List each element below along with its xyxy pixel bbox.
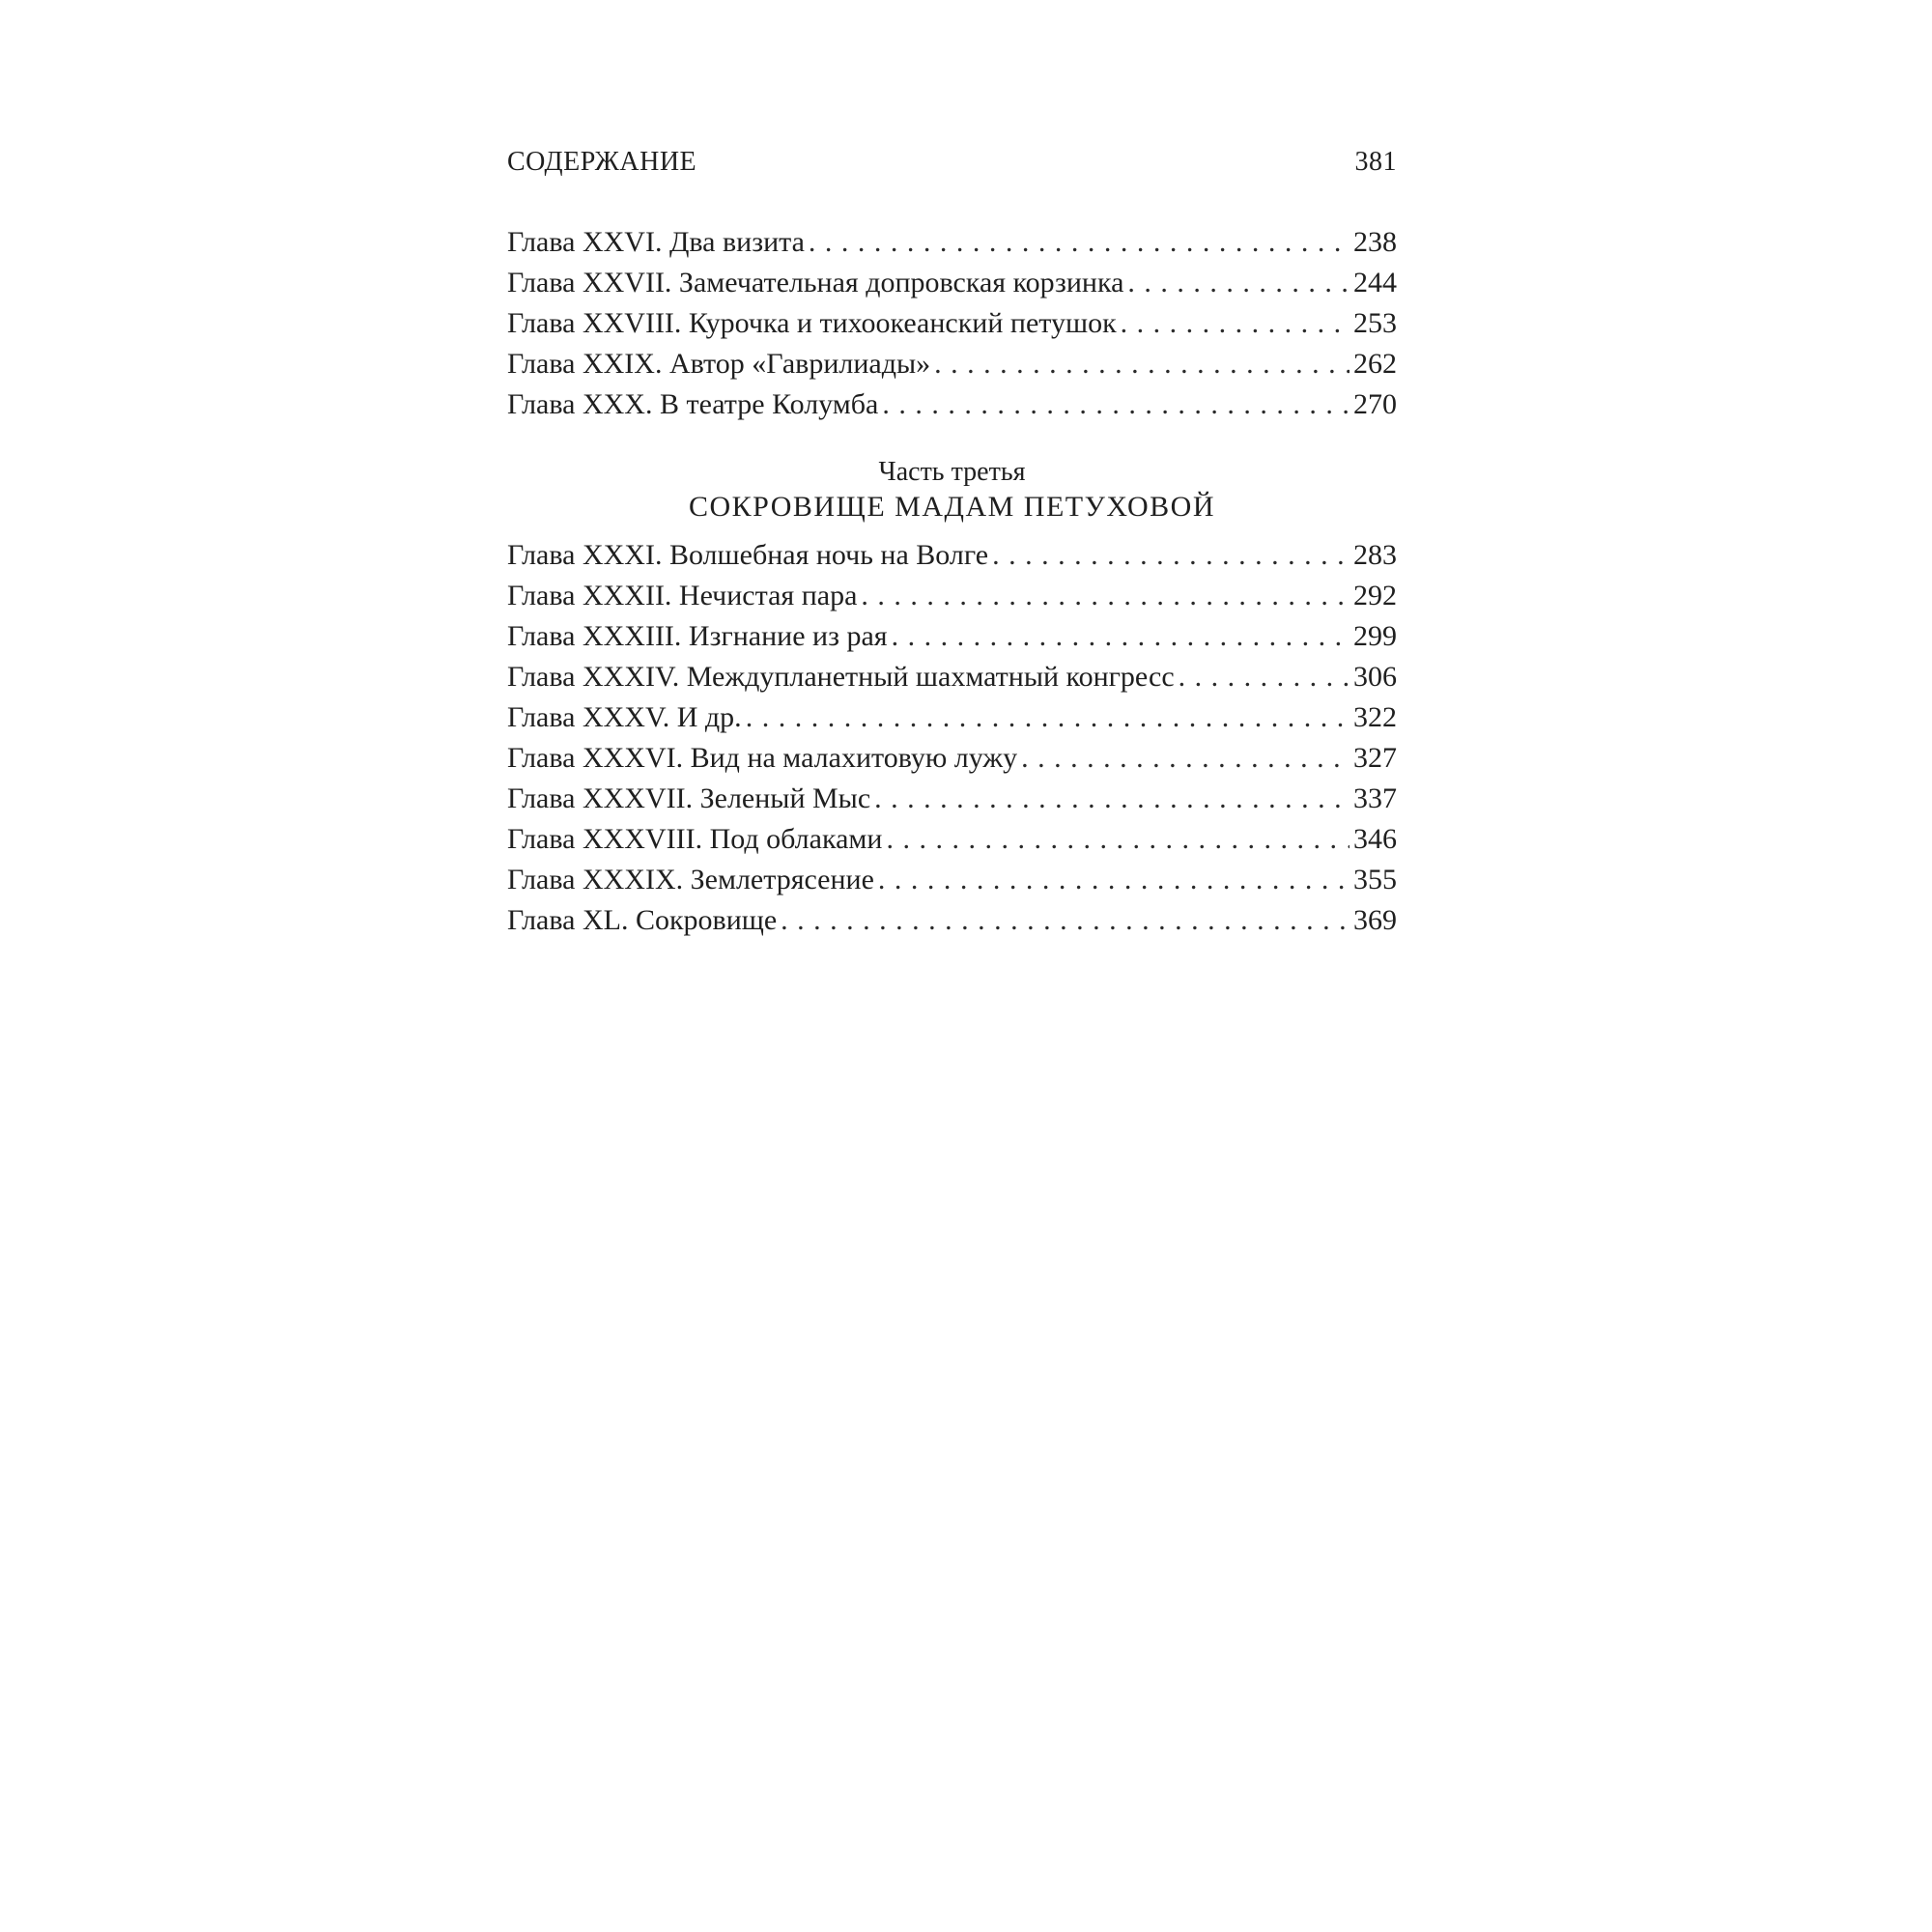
toc-entry-page: 306 [1353,661,1397,693]
toc-leader-dots [1121,303,1350,344]
toc-entry-page: 369 [1353,904,1397,936]
toc-entry [507,860,1397,900]
toc-leader-dots [892,616,1350,657]
toc-entry-label: Глава XXXVIII. Под облаками [507,823,883,855]
toc-leader-dots [882,384,1350,425]
toc-entry-label: Глава XXXV. И др. [507,701,742,733]
toc-entry-page: 238 [1353,226,1397,258]
toc-part-three [507,535,1397,941]
page-number: 381 [1354,147,1397,177]
toc-leader-dots [809,222,1350,263]
part-label: Часть третья [878,457,1026,487]
toc-entry-page: 253 [1353,307,1397,339]
toc-entry-page: 244 [1353,267,1397,298]
toc-entry-page: 355 [1353,864,1397,895]
toc-entry [507,384,1397,425]
part-heading [507,456,1397,526]
book-page [507,143,1397,941]
toc-entry [507,344,1397,384]
toc-entry-label: Глава XXIX. Автор «Гаврилиады» [507,348,931,380]
toc-entry [507,616,1397,657]
toc-leader-dots [874,779,1350,819]
toc-leader-dots [1127,263,1350,303]
toc-entry-label: Глава XXXII. Нечистая пара [507,580,858,611]
toc-entry-label: Глава XXX. В театре Колумба [507,388,879,420]
toc-part-two [507,222,1397,425]
toc-entry-label: Глава XXVI. Два визита [507,226,805,258]
toc-entry-page: 299 [1353,620,1397,652]
toc-leader-dots [746,697,1350,738]
toc-entry [507,738,1397,779]
toc-leader-dots [992,535,1350,576]
toc-leader-dots [1021,738,1350,779]
toc-leader-dots [878,860,1350,900]
toc-entry-label: Глава XXVIII. Курочка и тихоокеанский петушок [507,307,1117,339]
toc-entry-label: Глава XXXIV. Междупланетный шахматный конгресс [507,661,1175,693]
toc-entry [507,303,1397,344]
toc-entry-label: Глава XXXIII. Изгнание из рая [507,620,888,652]
toc-entry [507,819,1397,860]
toc-entry-page: 262 [1353,348,1397,380]
part-title: СОКРОВИЩЕ МАДАМ ПЕТУХОВОЙ [688,491,1215,523]
running-head [507,143,1397,182]
toc-entry [507,263,1397,303]
toc-leader-dots [781,900,1350,941]
toc-entry-label: Глава XXXVII. Зеленый Мыс [507,782,871,814]
toc-entry [507,779,1397,819]
running-head-title: СОДЕРЖАНИЕ [507,147,697,177]
toc-leader-dots [934,344,1350,384]
toc-entry [507,535,1397,576]
toc-entry-label: Глава XL. Сокровище [507,904,778,936]
toc-leader-dots [1179,657,1350,697]
toc-entry [507,697,1397,738]
toc-entry-label: Глава XXXI. Волшебная ночь на Волге [507,539,989,571]
toc-entry-label: Глава XXXVI. Вид на малахитовую лужу [507,742,1018,774]
toc-entry-label: Глава XXXIX. Землетрясение [507,864,874,895]
toc-entry-page: 322 [1353,701,1397,733]
toc-entry [507,576,1397,616]
toc-entry [507,657,1397,697]
toc-entry-page: 283 [1353,539,1397,571]
toc-entry-page: 292 [1353,580,1397,611]
toc-entry-label: Глава XXVII. Замечательная допровская корзинка [507,267,1124,298]
toc-entry-page: 327 [1353,742,1397,774]
toc-entry [507,900,1397,941]
toc-leader-dots [886,819,1350,860]
toc-leader-dots [861,576,1350,616]
toc-entry [507,222,1397,263]
toc-entry-page: 270 [1353,388,1397,420]
toc-entry-page: 346 [1353,823,1397,855]
toc-entry-page: 337 [1353,782,1397,814]
